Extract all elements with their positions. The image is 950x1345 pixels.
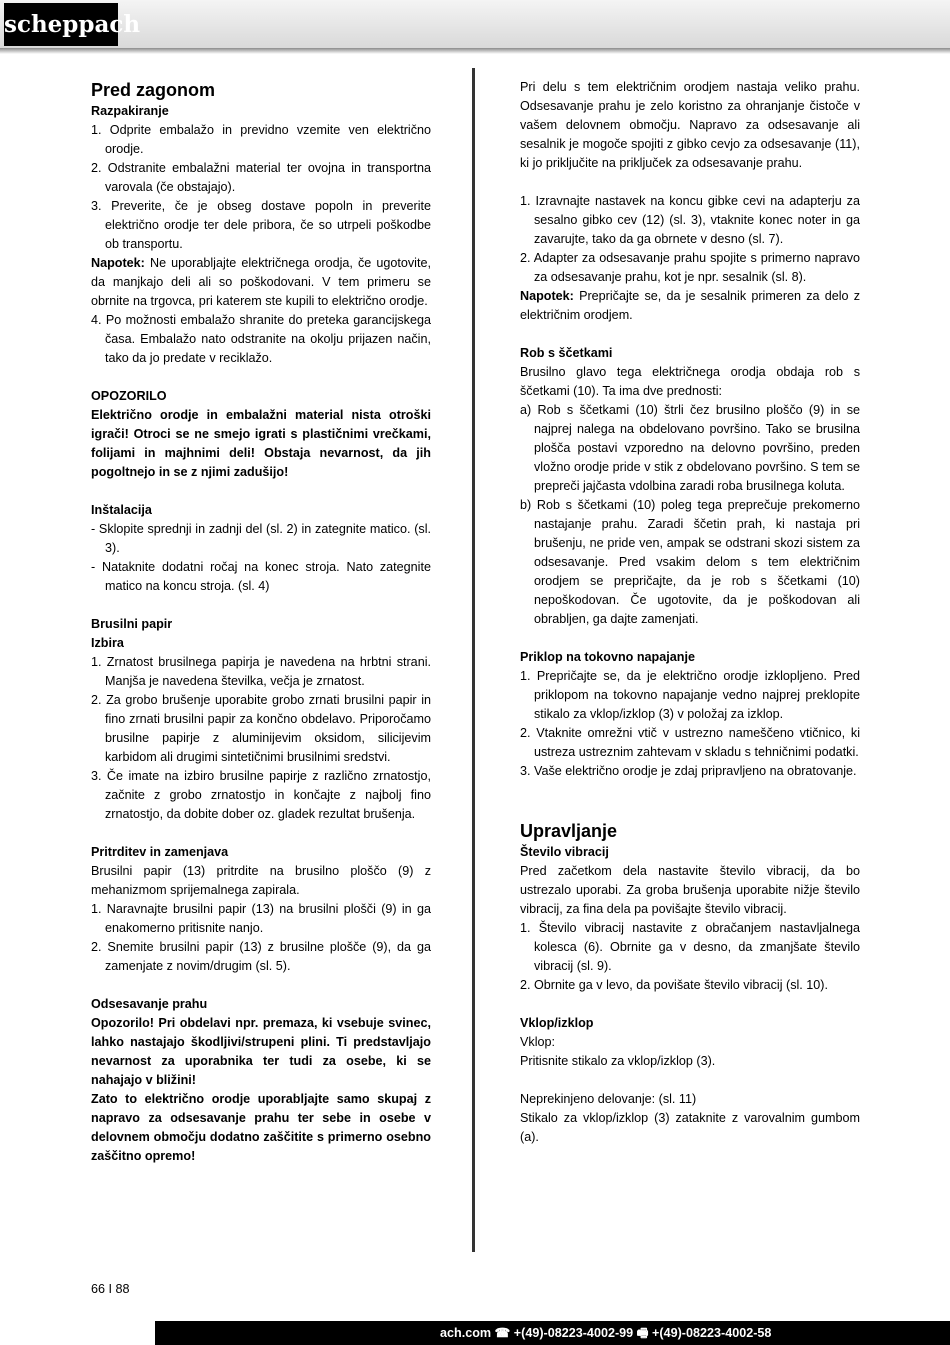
page-number: 66 I 88 xyxy=(91,1282,130,1296)
list-item: b) Rob s ščetkami (10) poleg tega preprečuje prekomerno nastajanje prahu. Zaradi ščetin prah, ki nastaja pri brušenju, ne pride ven, ampak se odstrani skozi sistem za odsesavanje. Pred vsakim delom s tem električnim orodjem se prepričajte, da je rob s ščetkami (10) nepoškodovan. Če ugotovite, da je poškodovan ali obrabljen, ga dajte zamenjati. xyxy=(520,498,860,626)
note-paragraph xyxy=(91,254,431,311)
note-text: Prepričajte se, da je sesalnik primeren za delo z električnim orodjem. xyxy=(520,289,860,322)
spacer xyxy=(520,173,860,192)
column-divider xyxy=(472,68,475,1252)
note-text: Ne uporabljajte električnega orodja, če ugotovite, da manjkajo deli ali so poškodovani. V tem primeru se obrnite na trgovca, pri katerem ste kupili to električno orodje. xyxy=(91,256,431,308)
list-item: 4. Po možnosti embalažo shranite do preteka garancijskega časa. Embalažo nato odstranite na okolju prijazen način, tako da jo predate v reciklažo. xyxy=(91,313,431,365)
spacer xyxy=(91,482,431,501)
right-column xyxy=(520,78,860,1147)
subheading: Inštalacija xyxy=(91,503,152,517)
note-label: Napotek: xyxy=(520,289,574,303)
list-item: 3. Če imate na izbiro brusilne papirje z različno zrnatostjo, začnite z grobo zrnatostjo in končajte z najbolj fino zrnatostjo, da dobite dober oz. gladek rezultat brušenja. xyxy=(91,769,431,821)
paragraph: Neprekinjeno delovanje: (sl. 11) xyxy=(520,1092,697,1106)
spacer xyxy=(91,976,431,995)
section-title: Upravljanje xyxy=(520,821,618,841)
list-item: a) Rob s ščetkami (10) štrli čez brusilno ploščo (9) in se najprej nalega na obdelovano površino. Tako se brusilna plošča postavi vzporedno na delovno površino, preden vložno orodje pride v stik z obdelovano površino. S tem se prepreči jajčasta vdolbina zaradi roba brusilnega koluta. xyxy=(520,403,860,493)
list-item: 1. Prepričajte se, da je električno orodje izklopljeno. Pred priklopom na tokovno napajanje vedno najprej preklopite stikalo za vklop/izklop (3) v položaj za izklop. xyxy=(520,669,860,721)
subheading: Brusilni papir xyxy=(91,617,173,631)
list-item: 2. Za grobo brušenje uporabite grobo zrnati brusilni papir in fino zrnati brusilni papir za končno obdelavo. Priporočamo brusilne papirje z aluminijevim oksidom, silicijevim karbidom ali drugimi sintetičnimi brusilnimi sredstvi. xyxy=(91,693,431,764)
subheading: Vklop/izklop xyxy=(520,1016,594,1030)
paragraph: Pred začetkom dela nastavite število vibracij, da bo ustrezalo uporabi. Za groba brušenja uporabite nižje število vibracij, za fina dela pa povišajte število vibracij. xyxy=(520,864,860,916)
list-item: 2. Vtaknite omrežni vtič v ustrezno nameščeno vtičnico, ki ustreza ustreznim zahtevam v skladu s tehničnimi podatki. xyxy=(520,726,860,759)
list-item: 1. Izravnajte nastavek na koncu gibke cevi na adapterju za sesalno gibko cev (12) (sl. 3), vtaknite konec noter in ga zavarujte, tako da ga obrnete v desno (sl. 7). xyxy=(520,194,860,246)
list-item: 1. Odprite embalažo in previdno vzemite ven električno orodje. xyxy=(91,123,431,156)
spacer xyxy=(91,368,431,387)
paragraph: Brusilno glavo tega električnega orodja obdaja rob s ščetkami (10). Ta ima dve prednosti: xyxy=(520,365,860,398)
note-label: Napotek: xyxy=(91,256,145,270)
spacer xyxy=(520,629,860,648)
list-item: - Sklopite sprednji in zadnji del (sl. 2) in zategnite matico. (sl. 3). xyxy=(91,522,431,555)
header-shadow xyxy=(0,48,950,54)
subheading: Število vibracij xyxy=(520,845,609,859)
page-header xyxy=(0,0,950,48)
list-item: 2. Adapter za odsesavanje prahu spojite s primerno napravo za odsesavanje prahu, kot je npr. sesalnik (sl. 8). xyxy=(520,251,860,284)
spacer xyxy=(520,781,860,800)
list-item: - Nataknite dodatni ročaj na konec stroja. Nato zategnite matico na koncu stroja. (sl. 4) xyxy=(91,560,431,593)
warning-paragraph: Opozorilo! Pri obdelavi npr. premaza, ki vsebuje svinec, lahko nastajajo škodljivi/strupeni plini. Ti predstavljajo nevarnost za uporabnika ter tudi za osebe, ki se nahajajo v bližini! xyxy=(91,1016,431,1087)
scheppach-logo: scheppach xyxy=(4,3,118,46)
subheading: Priklop na tokovno napajanje xyxy=(520,650,695,664)
footer-bar xyxy=(0,1321,950,1345)
footer-white-block xyxy=(0,1321,155,1345)
paragraph: Pritisnite stikalo za vklop/izklop (3). xyxy=(520,1054,716,1068)
paragraph: Brusilni papir (13) pritrdite na brusilno ploščo (9) z mehanizmom sprijemalnega zapirala. xyxy=(91,864,431,897)
subheading: Pritrditev in zamenjava xyxy=(91,845,229,859)
left-column xyxy=(91,78,431,1166)
section-title: Pred zagonom xyxy=(91,80,216,100)
spacer xyxy=(91,596,431,615)
spacer xyxy=(91,824,431,843)
paragraph: Pri delu s tem električnim orodjem nastaja veliko prahu. Odsesavanje prahu je zelo koristno za ohranjanje čistoče v vašem delovnem območju. Napravo za odsesavanje ali sesalnik je mogoče spojiti z gibko cevjo za odsesavanje (11), ki jo priključite na priključek za odsesavanje prahu. xyxy=(520,80,860,170)
note-paragraph xyxy=(520,287,860,325)
paragraph: Stikalo za vklop/izklop (3) zataknite z varovalnim gumbom (a). xyxy=(520,1111,860,1144)
spacer xyxy=(520,995,860,1014)
subheading: Razpakiranje xyxy=(91,104,169,118)
list-item: 1. Število vibracij nastavite z obračanjem nastavljalnega kolesca (6). Obrnite ga v desno, da zmanjšate število vibracij (sl. 9). xyxy=(520,921,860,973)
spacer xyxy=(520,325,860,344)
list-item: 2. Snemite brusilni papir (13) z brusilne plošče (9), da ga zamenjate z novim/drugim (sl. 5). xyxy=(91,940,431,973)
spacer xyxy=(520,1071,860,1090)
subheading: Izbira xyxy=(91,636,124,650)
subheading: Odsesavanje prahu xyxy=(91,997,208,1011)
list-item: 3. Vaše električno orodje je zdaj pripravljeno na obratovanje. xyxy=(520,764,857,778)
list-item: 3. Preverite, če je obseg dostave popoln in preverite električno orodje ter dele pribora, če so utrpeli poškodbe ob transportu. xyxy=(91,199,431,251)
warning-paragraph: Zato to električno orodje uporabljajte samo skupaj z napravo za odsesavanje prahu ter sebe in osebe v delovnem območju dodatno zaščitite s primerno osebno zaščitno opremo! xyxy=(91,1092,431,1163)
list-item: 1. Naravnajte brusilni papir (13) na brusilni plošči (9) in ga enakomerno pritisnite nanjo. xyxy=(91,902,431,935)
list-item: 2. Odstranite embalažni material ter ovojna in transportna varovala (če obstajajo). xyxy=(91,161,431,194)
paragraph: Vklop: xyxy=(520,1035,556,1049)
spacer xyxy=(520,800,860,819)
footer-contact: ach.com ☎ +(49)-08223-4002-99 🖷 +(49)-08223-4002-58 xyxy=(440,1326,772,1340)
subheading: Rob s ščetkami xyxy=(520,346,613,360)
list-item: 2. Obrnite ga v levo, da povišate število vibracij (sl. 10). xyxy=(520,978,828,992)
list-item: 1. Zrnatost brusilnega papirja je navedena na hrbtni strani. Manjša je navedena številka, večja je zrnatost. xyxy=(91,655,431,688)
warning-paragraph: Električno orodje in embalažni material nista otroški igrači! Otroci se ne smejo igrati s plastičnimi vrečkami, folijami in majhnimi deli! Obstaja nevarnost, da jih pogoltnejo in se z njimi zadušijo! xyxy=(91,408,431,479)
subheading: OPOZORILO xyxy=(91,389,167,403)
